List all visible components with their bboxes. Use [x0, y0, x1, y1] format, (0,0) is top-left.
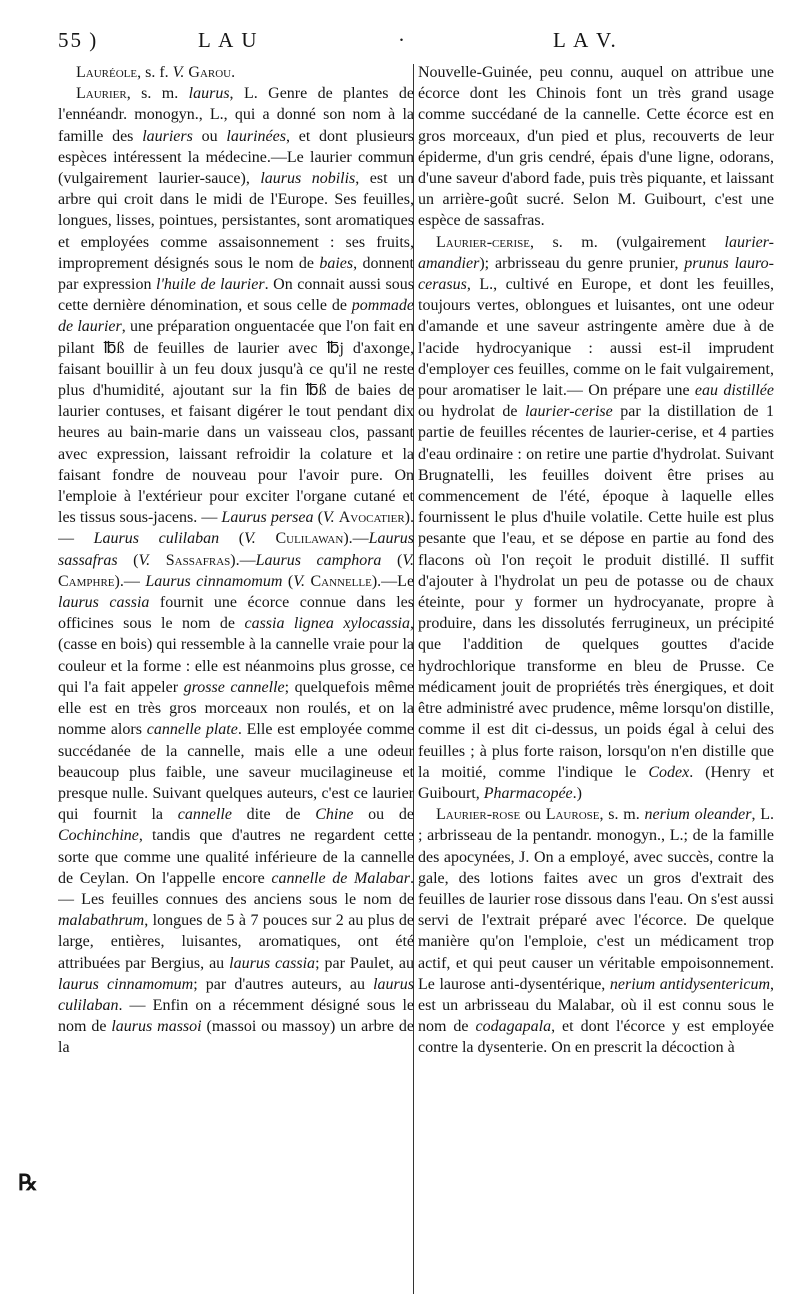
header-center-mark: ·: [398, 28, 407, 52]
margin-annotation-mark: ℞: [18, 1170, 38, 1195]
dictionary-entry: Laurier-rose ou Laurose, s. m. nerium oleander, L. ; arbrisseau de la pentandr. monogyn., L.; de la famille des apocynées, J. On a employé, avec succès, contre la gale, des lotions faites avec un gros d'extrait des feuilles de laurier rose dissous dans l'eau. On s'est aussi servi de l'extrait préparé avec l'écorce. De quelque manière qu'on l'emploie, c'est un médicament trop actif, et qui peut causer un véritable empoisonnement. Le laurose anti-dysentérique, nerium antidysentericum, est un arbrisseau du Malabar, où il est connu sous le nom de codagapala, et dont l'écorce y est employée contre la dysenterie. On en prescrit la décoction à: [418, 806, 774, 1057]
right-column: [418, 62, 774, 1298]
dictionary-entry: Lauréole, s. f. V. Garou.: [76, 64, 236, 81]
left-column: [58, 62, 414, 1298]
right-running-head: L A V.: [553, 28, 618, 52]
left-running-head: L A U: [198, 28, 259, 52]
continued-paragraph: Nouvelle-Guinée, peu connu, auquel on attribue une écorce dont les Chinois font un très grand usage comme succédané de la cannelle. Cette écorce est en gros morceaux, d'un pied et plus, recouverts de leur épiderme, d'un gris cendré, épais d'une ligne, odorans, d'une saveur d'abord fade, puis très piquante, et laissant un arrière-goût sucré. Selon M. Guibourt, c'est une espèce de sassafras.: [418, 64, 774, 230]
page-number: 55 ): [58, 28, 99, 52]
dictionary-entry: Laurier, s. m. laurus, L. Genre de plantes de l'ennéandr. monogyn., L., qui a donné son nom à la famille des lauriers ou laurinées, et dont plusieurs espèces intéressent la médecine.—Le laurier commun (vulgairement laurier-sauce), laurus nobilis, est un arbre qui croit dans le midi de l'Europe. Ses feuilles, longues, lisses, pointues, persistantes, sont aromatiques et employées comme assaisonnement : ses fruits, improprement désignés sous le nom de baies, donnent par expression l'huile de laurier. On connait aussi sous cette dernière dénomination, et sous celle de pommade de laurier, une préparation onguentacée que l'on fait en pilant ℔ß de feuilles de laurier avec ℔j d'axonge, faisant bouillir à un feu doux jusqu'à ce qu'il ne reste plus d'humidité, ajoutant sur la fin ℔ß de baies de laurier contuses, et faisant digérer le tout pendant dix heures au bain-marie dans un vaisseau clos, passant avec expression, laissant refroidir la colature et la faisant fondre de nouveau pour l'avoir pure. On l'emploie à l'extérieur pour exciter l'organe cutané et les tissus sous-jacens. — Laurus persea (V. Avocatier). — Laurus culilaban (V. Culilawan).—Laurus sassafras (V. Sassafras).—Laurus camphora (V. Camphre).— Laurus cinnamomum (V. Cannelle).—Le laurus cassia fournit une écorce connue dans les officines sous le nom de cassia lignea xylocassia, (casse en bois) qui ressemble à la cannelle vraie pour la couleur et la forme : elle est néanmoins plus grosse, ce qui l'a fait appeler grosse cannelle; quelquefois même elle est en très gros morceaux non roulés, et on la nomme alors cannelle plate. Elle est employée comme succédanée de la cannelle, mais elle a une odeur beaucoup plus faible, une saveur mucilagineuse et presque nulle. Suivant quelques auteurs, c'est ce laurier qui fournit la cannelle dite de Chine ou de Cochinchine, tandis que d'autres ne regardent cette sorte que comme une qualité inférieure de la cannelle de Ceylan. On l'appelle encore cannelle de Malabar. — Les feuilles connues des anciens sous le nom de malabathrum, longues de 5 à 7 pouces sur 2 au plus de large, entières, luisantes, aromatiques, ont été attribuées par Bergius, au laurus cassia; par Paulet, au laurus cinnamomum; par d'autres auteurs, au laurus culilaban. — Enfin on a récemment désigné sous le nom de laurus massoi (massoi ou massoy) un arbre de la: [58, 85, 414, 1057]
dictionary-entry: Laurier-cerise, s. m. (vulgairement laurier-amandier); arbrisseau du genre prunier, prunus lauro-cerasus, L., cultivé en Europe, et dont les feuilles, toujours vertes, oblongues et luisantes, ont une odeur d'amande et une saveur astringente amère due à de l'acide hydrocyanique : aussi est-il imprudent d'employer ces feuilles, comme on le fait vulgairement, pour aromatiser le lait.— On prépare une eau distillée ou hydrolat de laurier-cerise par la distillation de 1 partie de feuilles récentes de laurier-cerise, et 4 parties d'eau ordinaire : on retire une partie d'hydrolat. Suivant Brugnatelli, les feuilles doivent être prises au commencement de l'été, époque à laquelle elles fournissent le plus d'huile volatile. Cette huile est plus pesante que l'eau, et se dépose en partie au fond des flacons où l'on reçoit le produit distillé. Il suffit d'ajouter à l'hydrolat un peu de potasse ou de chaux éteinte, pour y former un hydrocyanate, propre à produire, dans les dissolutés ferrugineux, un précipité que l'addition de quelques gouttes d'acide hydrochlorique transforme en bleu de Prusse. Ce médicament jouit de propriétés très énergiques, et doit être administré avec prudence, même lorsqu'on distille, comme il est dit ci-dessus, un poids égal à celui des feuilles ; à plus forte raison, lorsqu'on n'en distille que la moitié, comme l'indique le Codex. (Henry et Guibourt, Pharmacopée.): [418, 233, 774, 802]
running-header: [58, 28, 774, 62]
